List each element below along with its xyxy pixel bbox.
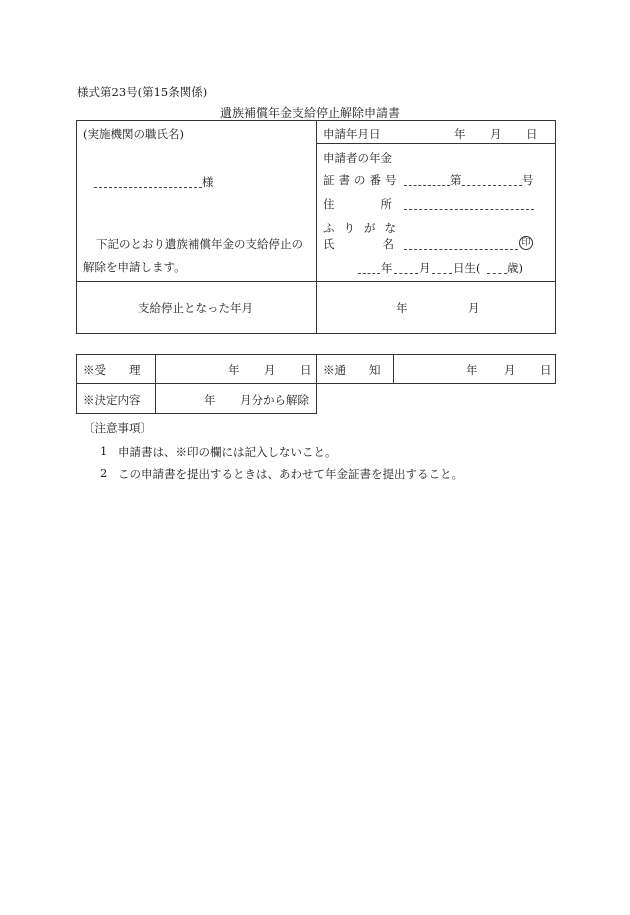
form-number: 様式第23号(第15条関係) <box>77 85 208 99</box>
notice-day: 日 <box>540 363 552 377</box>
office-use-bottom <box>76 413 317 414</box>
notice-month: 月 <box>504 363 516 377</box>
certificate-go: 号 <box>522 173 534 187</box>
office-use-divider-2 <box>316 354 317 414</box>
suspension-month: 月 <box>468 301 480 315</box>
address-label: 住所 <box>323 197 438 211</box>
birth-year-field[interactable] <box>358 273 380 274</box>
certificate-label-text: 証書の番号 <box>323 173 401 187</box>
name-field[interactable] <box>404 249 518 250</box>
certificate-number-field-1[interactable] <box>404 185 450 186</box>
certificate-number-field-2[interactable] <box>462 185 522 186</box>
note-text-1: 申請書は、※印の欄には記入しないこと。 <box>118 445 337 459</box>
name-label: 氏名 <box>323 237 442 251</box>
application-date-month: 月 <box>490 127 502 141</box>
notes-heading: 〔注意事項〕 <box>83 421 152 435</box>
birth-day-suffix: 日生( <box>453 261 481 275</box>
office-use-left <box>76 383 77 414</box>
birth-day-field[interactable] <box>432 273 452 274</box>
note-number-1: 1 <box>100 444 108 458</box>
furigana-label: ふりがな <box>323 221 405 235</box>
decision-label: ※決定内容 <box>83 393 141 407</box>
recipient-suffix: 様 <box>202 175 214 189</box>
recipient-label: (実施機関の職氏名) <box>83 127 184 141</box>
declaration-line-1: 下記のとおり遺族補償年金の支給停止の <box>96 237 303 251</box>
office-use-divider-1 <box>155 354 156 414</box>
seal-mark: 印 <box>519 236 533 250</box>
receipt-year: 年 <box>228 363 240 377</box>
application-date-label: 申請年月日 <box>323 127 381 141</box>
notice-label: ※通 知 <box>323 363 381 377</box>
date-row-divider <box>316 143 556 144</box>
decision-year: 年 <box>204 393 216 407</box>
certificate-dai: 第 <box>450 173 462 187</box>
receipt-label: ※受 理 <box>83 363 141 377</box>
form-title: 遺族補償年金支給停止解除申請書 <box>220 106 401 120</box>
application-date-day: 日 <box>526 127 538 141</box>
birth-month-field[interactable] <box>394 273 418 274</box>
declaration-line-2: 解除を申請します。 <box>83 260 186 274</box>
row-divider <box>76 281 556 282</box>
column-divider <box>316 120 317 334</box>
recipient-name-field[interactable] <box>94 187 202 188</box>
notice-year: 年 <box>466 363 478 377</box>
receipt-month: 月 <box>264 363 276 377</box>
age-field[interactable] <box>487 273 507 274</box>
note-number-2: 2 <box>100 466 108 480</box>
office-use-divider-3 <box>393 354 394 384</box>
certificate-label-line-1: 申請者の年金 <box>323 151 392 165</box>
age-suffix: 歳) <box>507 261 523 275</box>
birth-year-label: 年 <box>381 261 393 275</box>
receipt-day: 日 <box>300 363 312 377</box>
certificate-label-line-2 <box>323 172 401 188</box>
address-field[interactable] <box>404 209 534 210</box>
application-date-year: 年 <box>454 127 466 141</box>
suspension-label: 支給停止となった年月 <box>138 301 253 315</box>
decision-text: 月分から解除 <box>240 393 309 407</box>
suspension-year: 年 <box>396 301 408 315</box>
note-text-2: この申請書を提出するときは、あわせて年金証書を提出すること。 <box>118 467 463 481</box>
birth-month-label: 月 <box>419 261 431 275</box>
